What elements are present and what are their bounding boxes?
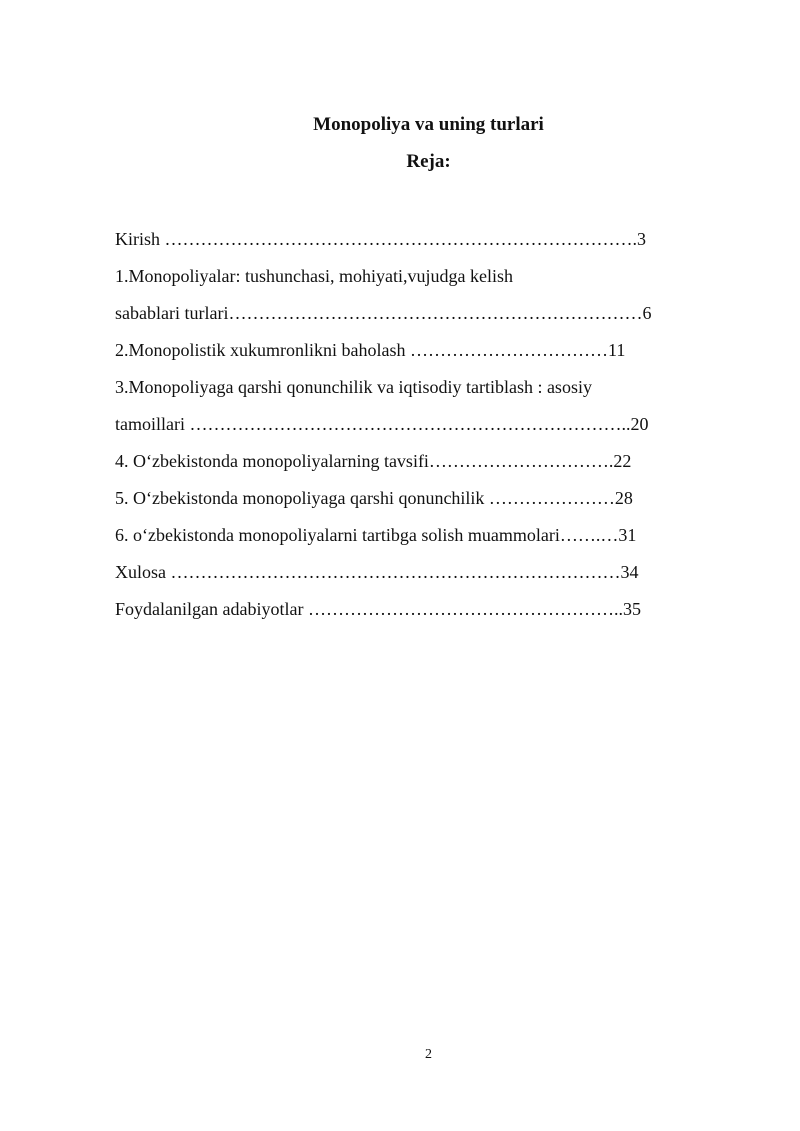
toc-line: 1.Monopoliyalar: tushunchasi, mohiyati,vujudga kelish <box>115 266 513 286</box>
toc-line: 4. O‘zbekistonda monopoliyalarning tavsifi………………………….22 <box>115 451 632 471</box>
toc-line: Kirish …………………………………………………………………….3 <box>115 229 646 249</box>
plan-heading: Reja: <box>406 151 451 172</box>
toc-line: tamoillari ………………………………………………………………..20 <box>115 414 649 434</box>
toc-line: Foydalanilgan adabiyotlar ……………………………………………..35 <box>115 599 641 619</box>
page-number: 2 <box>425 1047 432 1062</box>
toc-line: 5. O‘zbekistonda monopoliyaga qarshi qonunchilik …………………28 <box>115 488 633 508</box>
toc-line: sabablari turlari……………………………………………………………6 <box>115 303 652 323</box>
toc-line: 2.Monopolistik xukumronlikni baholash ……………………………11 <box>115 340 626 360</box>
document-title: Monopoliya va uning turlari <box>313 114 544 135</box>
toc-line: Xulosa …………………………………………………………………34 <box>115 562 639 582</box>
table-of-contents <box>115 226 775 633</box>
toc-line: 3.Monopoliyaga qarshi qonunchilik va iqtisodiy tartiblash : asosiy <box>115 377 592 397</box>
toc-line: 6. o‘zbekistonda monopoliyalarni tartibga solish muammolari…….…31 <box>115 525 637 545</box>
